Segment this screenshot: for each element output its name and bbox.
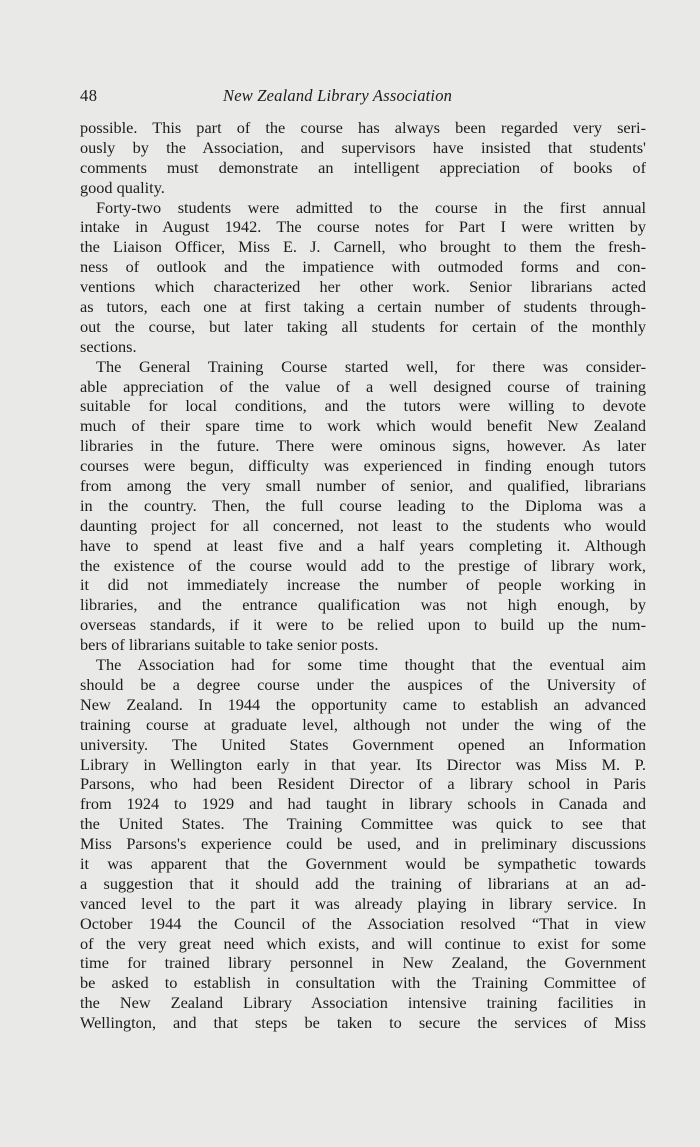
text-line: a suggestion that it should add the training of librarians at an ad-: [80, 873, 646, 893]
text-line: much of their spare time to work which would benefit New Zealand: [80, 416, 646, 436]
text-line: it was apparent that the Government would be sympathetic towards: [80, 853, 646, 873]
text-line: courses were begun, difficulty was experienced in finding enough tutors: [80, 456, 646, 476]
text-line: comments must demonstrate an intelligent appreciation of books of: [80, 157, 646, 177]
text-line: time for trained library personnel in New Zealand, the Government: [80, 953, 646, 973]
text-line: should be a degree course under the auspices of the University of: [80, 674, 646, 694]
text-line: overseas standards, if it were to be relied upon to build up the num-: [80, 615, 646, 635]
text-line: the Liaison Officer, Miss E. J. Carnell, who brought to them the fresh-: [80, 237, 646, 257]
text-line: able appreciation of the value of a well designed course of training: [80, 376, 646, 396]
text-line: be asked to establish in consultation with the Training Committee of: [80, 973, 646, 993]
text-line: ously by the Association, and supervisors have insisted that students': [80, 137, 646, 157]
text-line: libraries in the future. There were ominous signs, however. As later: [80, 436, 646, 456]
text-line: bers of librarians suitable to take senior posts.: [80, 635, 379, 655]
page-number: 48: [80, 86, 98, 105]
text-line: New Zealand. In 1944 the opportunity came to establish an advanced: [80, 694, 646, 714]
text-line: it did not immediately increase the number of people working in: [80, 575, 646, 595]
text-line: good quality.: [80, 177, 165, 197]
text-line: October 1944 the Council of the Association resolved “That in view: [80, 913, 646, 933]
text-line: sections.: [80, 336, 137, 356]
text-line: Library in Wellington early in that year. Its Director was Miss M. P.: [80, 754, 646, 774]
running-title: New Zealand Library Association: [223, 86, 453, 105]
text-line: of the very great need which exists, and will continue to exist for some: [80, 933, 646, 953]
text-line: from 1924 to 1929 and had taught in library schools in Canada and: [80, 794, 646, 814]
text-line: Wellington, and that steps be taken to secure the services of Miss: [80, 1013, 646, 1033]
text-line: ness of outlook and the impatience with outmoded forms and con-: [80, 257, 646, 277]
text-line: training course at graduate level, although not under the wing of the: [80, 714, 646, 734]
body-text: [80, 118, 646, 1033]
text-line: The General Training Course started well, for there was consider-: [96, 356, 646, 376]
text-line: have to spend at least five and a half years completing it. Although: [80, 535, 646, 555]
text-line: vanced level to the part it was already playing in library service. In: [80, 893, 646, 913]
text-line: Forty-two students were admitted to the course in the first annual: [96, 197, 646, 217]
text-line: daunting project for all concerned, not least to the students who would: [80, 515, 646, 535]
text-line: as tutors, each one at first taking a certain number of students through-: [80, 297, 646, 317]
text-line: intake in August 1942. The course notes for Part I were written by: [80, 217, 646, 237]
text-line: ventions which characterized her other work. Senior librarians acted: [80, 277, 646, 297]
text-line: Miss Parsons's experience could be used, and in preliminary discussions: [80, 834, 646, 854]
text-line: out the course, but later taking all students for certain of the monthly: [80, 316, 646, 336]
text-line: in the country. Then, the full course leading to the Diploma was a: [80, 495, 646, 515]
text-line: the New Zealand Library Association intensive training facilities in: [80, 993, 646, 1013]
running-head: [80, 86, 646, 108]
text-line: The Association had for some time thought that the eventual aim: [96, 655, 646, 675]
text-line: suitable for local conditions, and the tutors were willing to devote: [80, 396, 646, 416]
text-line: the United States. The Training Committee was quick to see that: [80, 814, 646, 834]
text-line: libraries, and the entrance qualification was not high enough, by: [80, 595, 646, 615]
text-line: possible. This part of the course has always been regarded very seri-: [80, 118, 646, 137]
text-line: Parsons, who had been Resident Director of a library school in Paris: [80, 774, 646, 794]
text-line: from among the very small number of senior, and qualified, librarians: [80, 476, 646, 496]
text-line: university. The United States Government opened an Information: [80, 734, 646, 754]
text-line: the existence of the course would add to the prestige of library work,: [80, 555, 646, 575]
